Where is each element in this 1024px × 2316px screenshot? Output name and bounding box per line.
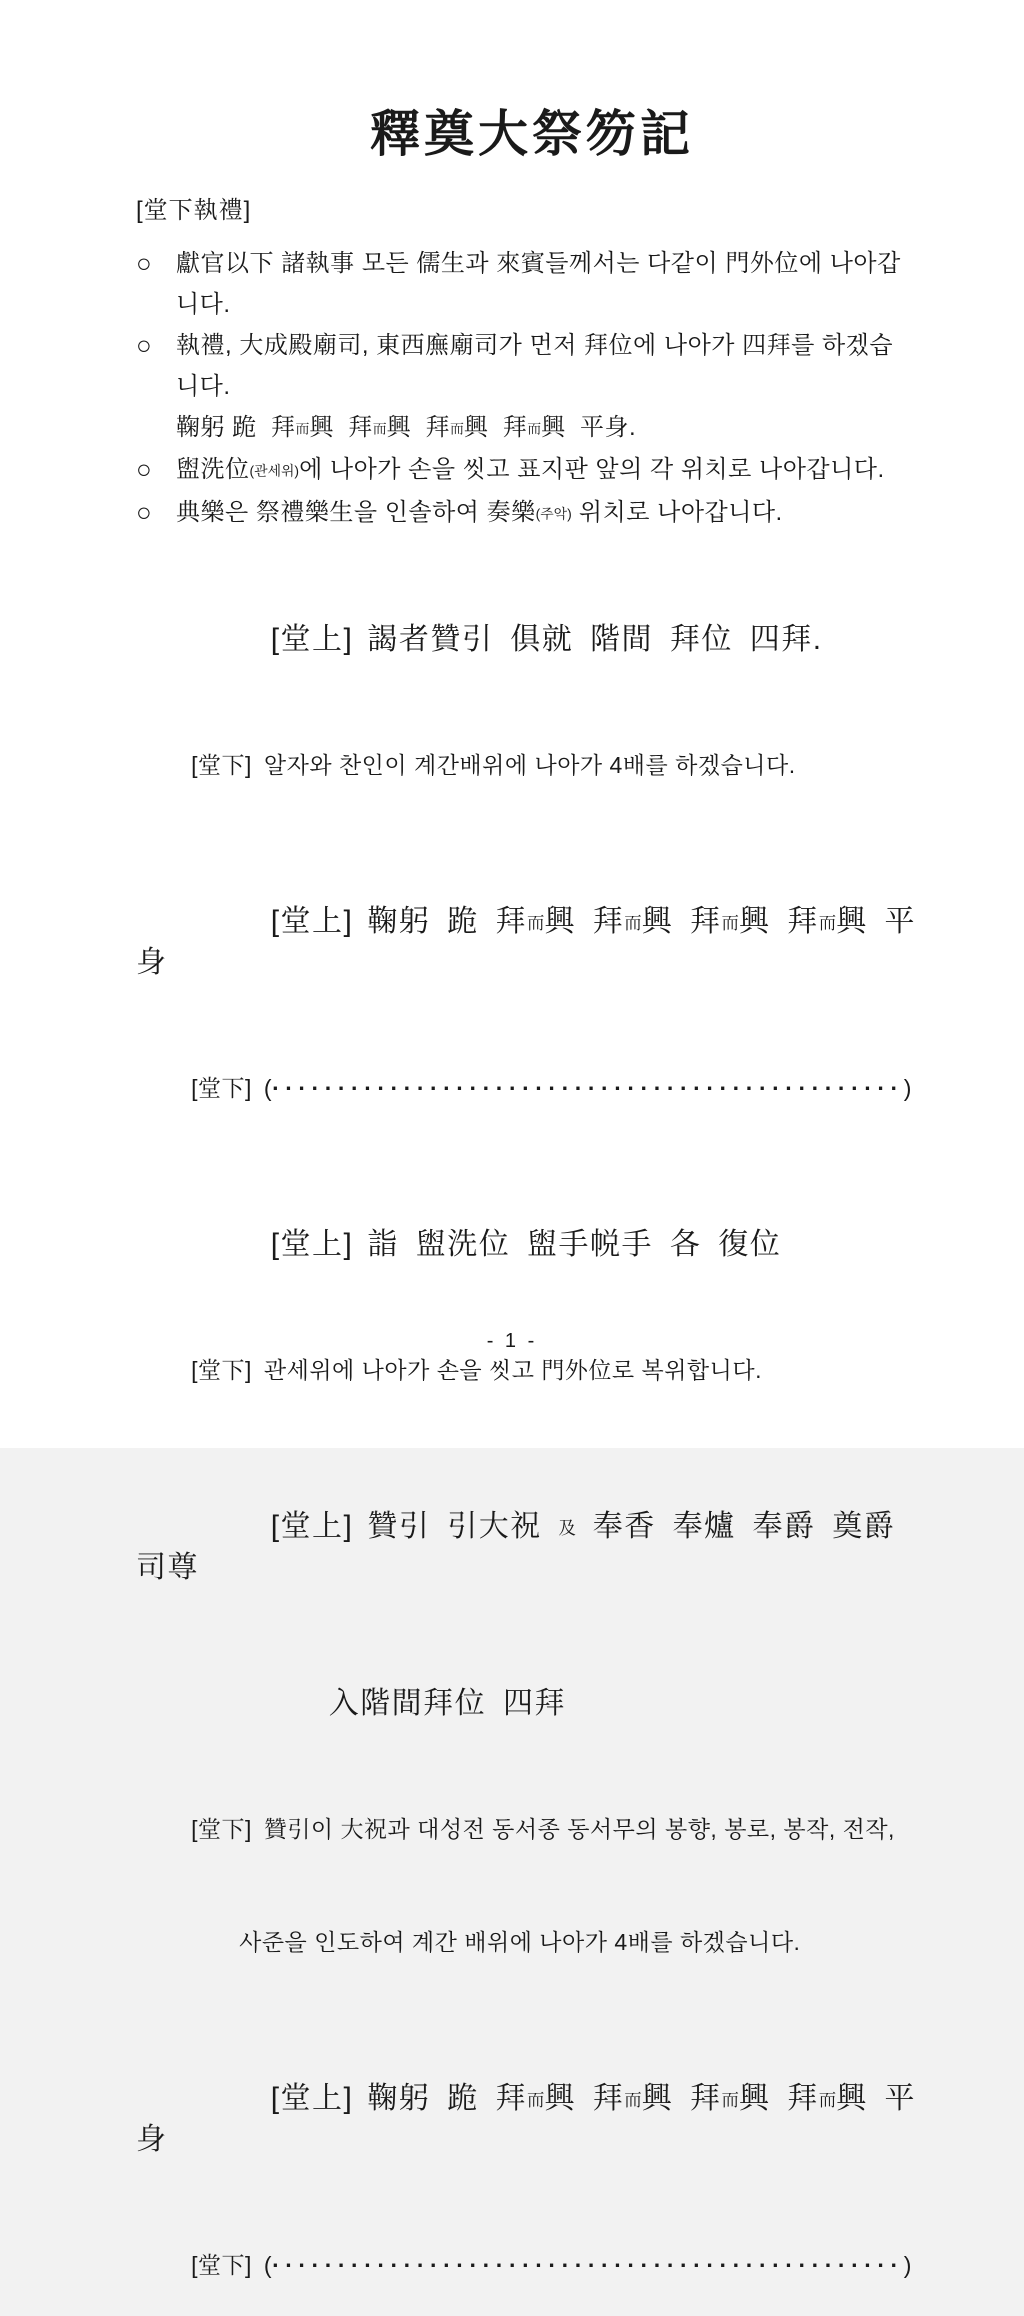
dangha-label: [堂下] <box>191 752 252 779</box>
preamble-item-continuation <box>136 284 928 325</box>
page-title: 釋奠大祭笏記 <box>370 106 694 162</box>
preamble-item <box>136 243 928 284</box>
dotted-response-line <box>136 2214 928 2316</box>
dangha-text: 사준을 인도하여 계간 배위에 나아가 4배를 하겠습니다. <box>239 1928 801 1955</box>
dotted-response-line <box>136 1037 928 1139</box>
preamble-item <box>136 325 928 366</box>
page-number: - 1 - <box>486 1330 538 1352</box>
preamble-line: 典樂은 祭禮樂生을 인솔하여 奏樂(주악) 위치로 나아갑니다. <box>176 498 783 526</box>
circle-bullet-icon: ○ <box>136 454 152 485</box>
dangsang-text: 詣 盥洗位 盥手帨手 各 復位 <box>367 1227 782 1261</box>
ritual-section <box>136 1467 928 1993</box>
dangha-line <box>136 714 928 816</box>
dangha-text: 贊引이 大祝과 대성전 동서종 동서무의 봉향, 봉로, 봉작, 전작, <box>263 1815 895 1842</box>
preamble-item <box>136 449 928 491</box>
preamble-section <box>136 190 928 534</box>
dangsang-heading <box>136 2039 928 2200</box>
dangha-label: [堂下] <box>191 1815 252 1842</box>
circle-bullet-icon: ○ <box>136 330 152 360</box>
circle-bullet-icon: ○ <box>136 248 152 278</box>
dangsang-heading <box>136 1185 928 1305</box>
dangha-line-continuation <box>136 1891 928 1993</box>
dangha-label: [堂下] <box>191 1074 252 1101</box>
dangha-text: (················································) <box>263 1074 912 1101</box>
dangsang-heading <box>136 1467 928 1628</box>
ritual-line <box>136 407 928 449</box>
circle-bullet-icon: ○ <box>136 496 152 527</box>
dangsang-heading-continuation <box>136 1644 928 1764</box>
preamble-item-continuation <box>136 366 928 407</box>
preamble-line: 鞠躬 跪 拜而興 拜而興 拜而興 拜而興 平身. <box>176 414 637 441</box>
preamble-item <box>136 492 928 534</box>
preamble-line: 盥洗位(관세위)에 나아가 손을 씻고 표지판 앞의 각 위치로 나아갑니다. <box>176 456 885 484</box>
preamble-line: 獻官以下 諸執事 모든 儒生과 來賓들께서는 다같이 門外位에 나아갑 <box>176 250 901 277</box>
dangsang-text: 贊引 引大祝 及 奉香 奉爐 奉爵 奠爵 司尊 <box>136 1509 913 1584</box>
dangsang-text: 鞠躬 跪 拜而興 拜而興 拜而興 拜而興 平身 <box>136 905 917 979</box>
dangsang-label: [堂上] <box>270 2081 354 2115</box>
dangha-text: 알자와 찬인이 계간배위에 나아가 4배를 하겠습니다. <box>263 752 796 779</box>
ritual-section <box>136 1185 928 1421</box>
dangha-text: 관세위에 나아가 손을 씻고 門外位로 복위합니다. <box>263 1356 762 1383</box>
preamble-line: 執禮, 大成殿廟司, 東西廡廟司가 먼저 拜位에 나아가 四拜를 하겠습 <box>176 332 894 359</box>
dangha-text: (················································) <box>263 2251 912 2278</box>
dangha-label: [堂下] <box>191 2251 252 2278</box>
dangha-line <box>136 1778 928 1880</box>
dangsang-label: [堂上] <box>270 623 354 657</box>
dangsang-text: 鞠躬 跪 拜而興 拜而興 拜而興 拜而興 平身 <box>136 2081 917 2156</box>
dangsang-label: [堂上] <box>270 1227 354 1261</box>
dangsang-heading <box>136 862 928 1023</box>
ritual-section <box>136 580 928 816</box>
dangsang-text: 入階間拜位 四拜 <box>328 1686 567 1720</box>
dangha-label: [堂下] <box>191 1356 252 1383</box>
ritual-section <box>136 862 928 1139</box>
dangsang-text: 謁者贊引 俱就 階間 拜位 四拜. <box>367 623 823 657</box>
preamble-heading: [堂下執禮] <box>136 197 252 224</box>
dangsang-heading <box>136 580 928 700</box>
preamble-line: 니다. <box>176 291 231 318</box>
ritual-section <box>136 2039 928 2316</box>
dangsang-label: [堂上] <box>270 905 354 939</box>
dangsang-label: [堂上] <box>270 1509 354 1543</box>
preamble-line: 니다. <box>176 373 231 400</box>
